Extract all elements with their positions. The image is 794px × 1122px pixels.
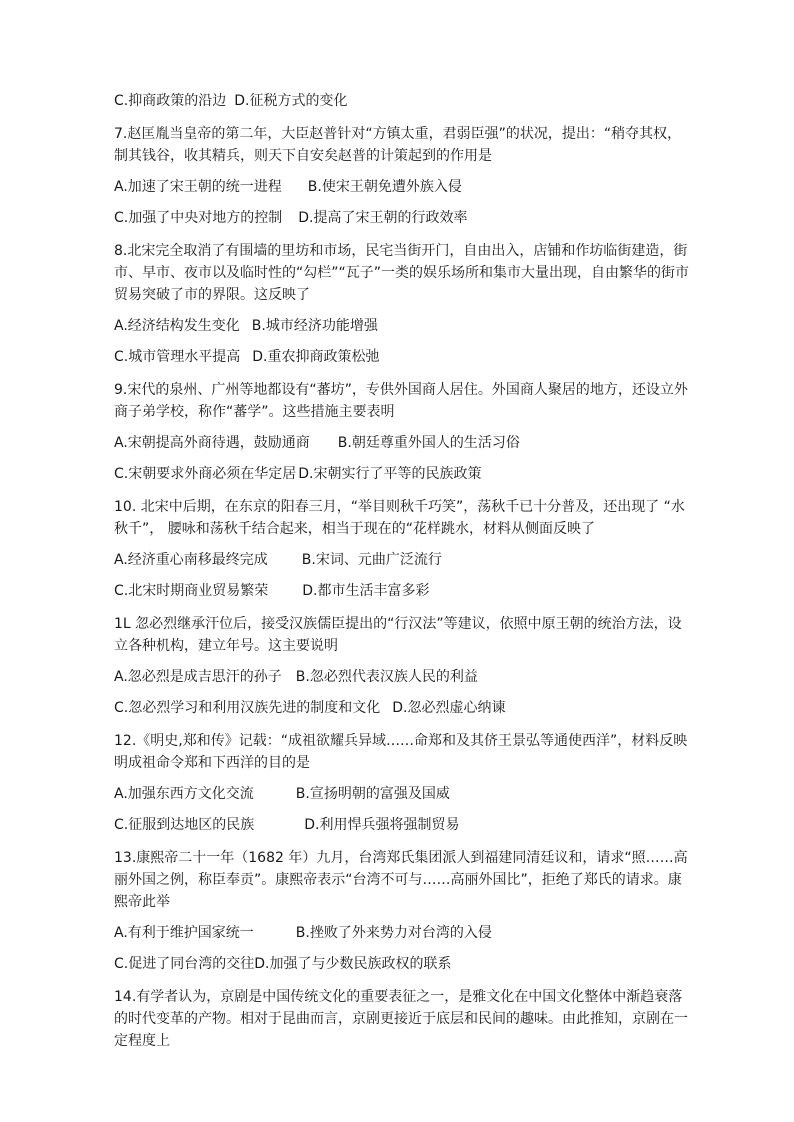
option-b: B.朝廷尊重外国人的生活习俗 [337,435,520,451]
option-d: D.提高了宋王朝的行政效率 [298,210,468,226]
question-13: 13.康熙帝二十一年（1682 年）九月，台湾郑氏集团派人到福建同清廷议和，请求“照……高丽外国之例，称臣奉贡”。康熙帝表示“台湾不可与……高丽外国比”，拒绝了郑氏的请求。康熙帝此举 [114,850,688,910]
option-line [114,176,694,198]
option-b: B.使宋王朝免遭外族入侵 [307,179,462,195]
option-d: D.宋朝实行了平等的民族政策 [298,466,482,482]
question-9: 9.宋代的泉州、广州等地都设有“蕃坊”，专供外国商人居住。外国商人聚居的地方，还设立外商子弟学校，称作“蕃学”。这些措施主要表明 [114,382,688,420]
option-line [114,922,694,944]
document-page [114,84,694,1052]
option-a: A.经济重心南移最终完成 [114,552,268,568]
option-line [114,697,694,719]
option-a: A.加强东西方文化交流 [114,786,254,802]
option-c: C.征服到达地区的民族 [114,817,255,833]
option-b: B.宋词、元曲广泛流行 [301,552,442,568]
option-b: B.忽必烈代表汉族人民的利益 [295,669,478,685]
option-b: B.宣扬明朝的富强及国威 [295,786,450,802]
option-line [114,463,694,485]
option-d: D.征税方式的变化 [234,93,348,109]
option-c: C.抑商政策的沿边 [114,93,227,109]
option-d: D.重农抑商政策松弛 [252,349,380,365]
option-d: D.利用悍兵强将强制贸易 [304,817,460,833]
option-a: A.忽必烈是成吉思汗的孙子 [114,669,282,685]
option-c: C.忽必烈学习和利用汉族先进的制度和文化 [114,700,381,716]
option-line [114,783,694,805]
option-a: A.宋朝提高外商待遇，鼓励通商 [114,435,310,451]
option-b: B.挫败了外来势力对台湾的入侵 [295,925,492,941]
option-d: D.都市生活丰富多彩 [302,583,430,599]
question-8: 8.北宋完全取消了有围墙的里坊和市场，民宅当街开门，自由出入，店铺和作坊临街建造，街市、早市、夜市以及临时性的“勾栏”“瓦子”一类的娱乐场所和集市大量出现，自由繁华的街市贸易突破了市的界限。这反映了 [114,243,690,303]
option-line [114,207,694,229]
option-line [114,580,694,602]
option-c: C.北宋时期商业贸易繁荣 [114,583,269,599]
option-c: C.城市管理水平提高 [114,349,241,365]
option-cd: C.促进了同台湾的交往D.加强了与少数民族政权的联系 [114,956,452,972]
question-7: 7.赵匡胤当皇帝的第二年，大臣赵普针对“方镇太重，君弱臣强”的状况，提出：“稍夺其权，制其钱谷，收其精兵，则天下自安矣赵普的计策起到的作用是 [114,126,682,164]
option-line [114,90,694,112]
option-line [114,666,694,688]
option-line [114,814,694,836]
option-a: A.有利于维护国家统一 [114,925,254,941]
question-11: 1L 忽必烈继承汗位后，接受汉族儒臣提出的“行汉法”等建议，依照中原王朝的统治方法，设立各种机构，建立年号。这主要说明 [114,616,682,654]
option-line [114,953,694,975]
option-a: A.加速了宋王朝的统一进程 [114,179,282,195]
question-14: 14.有学者认为，京剧是中国传统文化的重要表征之一，是雅文化在中国文化整体中渐趋衰落的时代变革的产物。相对于昆曲而言，京剧更接近于底层和民间的趣味。由此推知，京剧在一定程度上 [114,989,688,1049]
option-c: C.宋朝要求外商必须在华定居 [114,466,297,482]
option-line [114,549,694,571]
option-d: D.忽必烈虚心纳谏 [392,700,506,716]
option-line [114,315,694,337]
question-12: 12.《明史,郑和传》记载：“成祖欲耀兵异域……命郑和及其侪王景弘等通使西洋”，材料反映明成祖命令郑和下西洋的目的是 [114,733,688,771]
option-line [114,432,694,454]
question-10: 10. 北宋中后期，在东京的阳春三月，“举目则秋千巧笑”，荡秋千已十分普及，还出现了 “水秋千”， 腰咏和荡秋千结合起来，相当于现在的“花样跳水，材料从侧面反映了 [114,499,685,537]
option-b: B.城市经济功能增强 [251,318,378,334]
option-c: C.加强了中央对地方的控制 [114,210,283,226]
option-line [114,346,694,368]
option-a: A.经济结构发生变化 [114,318,240,334]
